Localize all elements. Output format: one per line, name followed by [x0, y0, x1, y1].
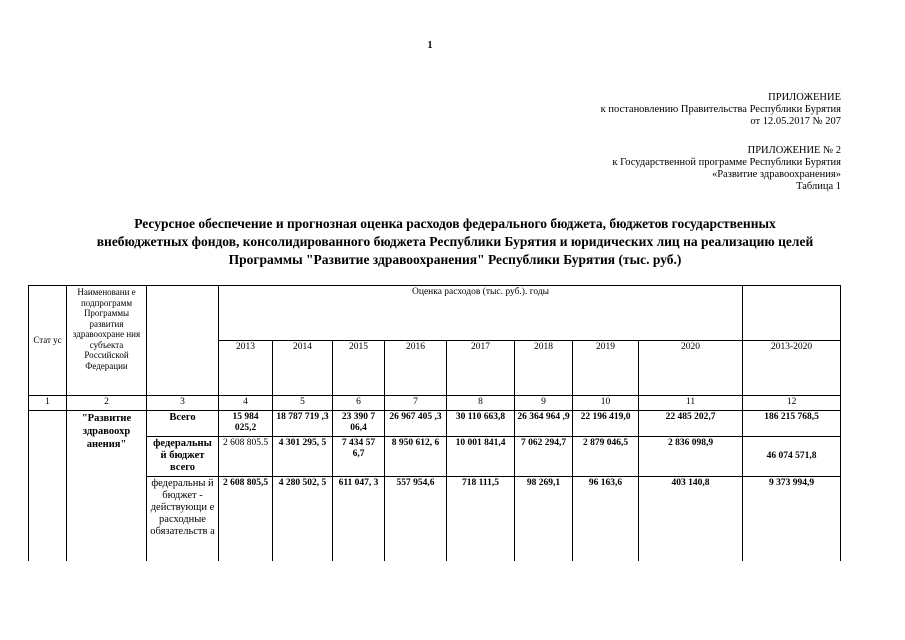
table-row-total [29, 411, 841, 437]
value-cell: 2 836 098,9 [639, 437, 743, 477]
source-cell: федеральны й бюджет - действующи е расходные обязательств а [147, 477, 219, 561]
value-cell: 611 047, 3 [333, 477, 385, 561]
column-number: 6 [333, 396, 385, 411]
value-cell: 15 984 025,2 [219, 411, 273, 437]
page-number: 1 [427, 40, 433, 51]
value-cell: 403 140,8 [639, 477, 743, 561]
column-number: 3 [147, 396, 219, 411]
header-year: 2016 [385, 341, 447, 396]
column-number: 7 [385, 396, 447, 411]
header-year: 2019 [573, 341, 639, 396]
column-number: 12 [743, 396, 841, 411]
value-cell: 7 434 57 6,7 [333, 437, 385, 477]
title-line-1: Ресурсное обеспечение и прогнозная оценка расходов федерального бюджета, бюджетов государственных [134, 216, 776, 231]
appendix-block-2 [612, 145, 841, 193]
value-cell: 22 196 419,0 [573, 411, 639, 437]
column-number: 5 [273, 396, 333, 411]
title-line-2: внебюджетных фондов, консолидированного бюджета Республики Бурятия и юридических лиц на реализацию целей [96, 234, 814, 249]
header-estimate-total [743, 286, 841, 341]
header-year-total: 2013-2020 [743, 341, 841, 396]
appendix-2-line-3: «Развитие здравоохранения» [711, 169, 841, 180]
source-cell: федеральны й бюджет всего [147, 437, 219, 477]
value-cell: 22 485 202,7 [639, 411, 743, 437]
value-cell: 18 787 719 ,3 [273, 411, 333, 437]
appendix-1-line-1: ПРИЛОЖЕНИЕ [768, 92, 841, 103]
column-number: 4 [219, 396, 273, 411]
column-number: 2 [67, 396, 147, 411]
program-name: "Развитие здравоохр анения" [67, 411, 147, 561]
value-cell: 2 608 805,5 [219, 477, 273, 561]
value-cell: 30 110 663,8 [447, 411, 515, 437]
header-name: Наименовани е подпрограмм Программы развития здравоохране ния субъекта Российской Федерации [67, 286, 147, 396]
value-cell: 7 062 294,7 [515, 437, 573, 477]
table-label: Таблица 1 [796, 181, 841, 192]
value-cell-total: 46 074 571,8 [743, 437, 841, 477]
appendix-2-line-2: к Государственной программе Республики Бурятия [612, 157, 841, 168]
header-status: Стат ус [29, 286, 67, 396]
value-cell: 8 950 612, 6 [385, 437, 447, 477]
value-cell: 26 967 405 ,3 [385, 411, 447, 437]
header-year: 2013 [219, 341, 273, 396]
appendix-block-1 [601, 92, 841, 128]
status-cell [29, 411, 67, 561]
header-estimate: Оценка расходов (тыс. руб.). годы [219, 286, 743, 341]
value-cell: 2 879 046,5 [573, 437, 639, 477]
column-number: 8 [447, 396, 515, 411]
header-row-1 [29, 286, 841, 341]
source-cell: Всего [147, 411, 219, 437]
header-year: 2014 [273, 341, 333, 396]
header-year: 2018 [515, 341, 573, 396]
value-cell: 4 301 295, 5 [273, 437, 333, 477]
resource-table [28, 285, 841, 561]
value-cell: 23 390 7 06,4 [333, 411, 385, 437]
header-year: 2017 [447, 341, 515, 396]
appendix-2-line-1: ПРИЛОЖЕНИЕ № 2 [747, 145, 841, 156]
value-cell-total: 186 215 768,5 [743, 411, 841, 437]
title-line-3: Программы "Развитие здравоохранения" Республики Бурятия (тыс. руб.) [228, 252, 682, 267]
column-number: 1 [29, 396, 67, 411]
column-number: 11 [639, 396, 743, 411]
value-cell-total: 9 373 994,9 [743, 477, 841, 561]
column-number: 9 [515, 396, 573, 411]
column-number-row [29, 396, 841, 411]
header-year: 2020 [639, 341, 743, 396]
value-cell: 2 608 805.5 [219, 437, 273, 477]
appendix-1-line-2: к постановлению Правительства Республики Бурятия [600, 104, 841, 115]
value-cell: 26 364 964 ,9 [515, 411, 573, 437]
value-cell: 4 280 502, 5 [273, 477, 333, 561]
value-cell: 98 269,1 [515, 477, 573, 561]
appendix-1-line-3: от 12.05.2017 № 207 [750, 116, 841, 127]
value-cell: 96 163,6 [573, 477, 639, 561]
table-row-federal-total [29, 437, 841, 477]
document-title [40, 215, 870, 269]
header-source [147, 286, 219, 396]
value-cell: 718 111,5 [447, 477, 515, 561]
value-cell: 10 001 841,4 [447, 437, 515, 477]
table-row-federal-current [29, 477, 841, 561]
column-number: 10 [573, 396, 639, 411]
header-year: 2015 [333, 341, 385, 396]
value-cell: 557 954,6 [385, 477, 447, 561]
